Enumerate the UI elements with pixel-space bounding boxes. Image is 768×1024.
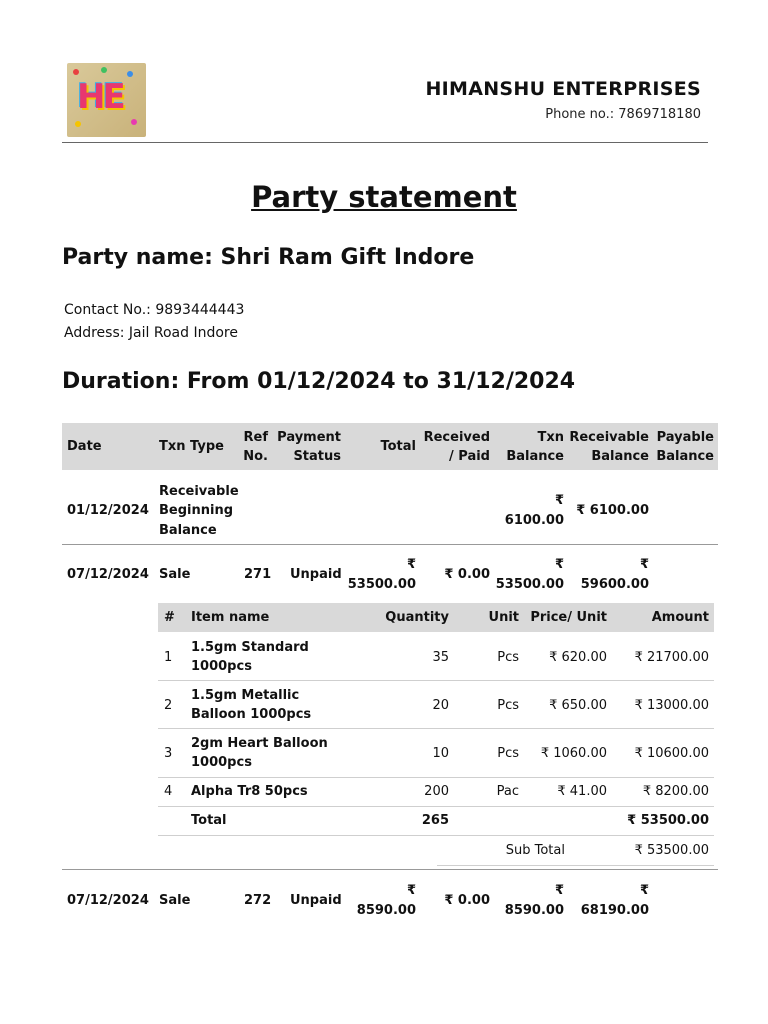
item-name: 1.5gm Standard bbox=[191, 640, 309, 655]
col-payable-balance-2: Balance bbox=[656, 449, 714, 464]
item-unit: Pac bbox=[496, 784, 519, 799]
item-quantity: 20 bbox=[432, 698, 449, 713]
item-num: 2 bbox=[164, 698, 173, 713]
item-quantity: 10 bbox=[432, 746, 449, 761]
item-unit: Pcs bbox=[497, 650, 519, 665]
items-col-price: Price/ Unit bbox=[530, 610, 607, 625]
item-price: ₹ 650.00 bbox=[549, 698, 607, 713]
col-date: Date bbox=[67, 439, 102, 454]
item-unit: Pcs bbox=[497, 746, 519, 761]
row-received: ₹ 0.00 bbox=[444, 567, 490, 582]
row-receivable-balance: 59600.00 bbox=[580, 577, 649, 592]
row-total-currency: ₹ bbox=[406, 557, 416, 572]
party-name: Party name: Shri Ram Gift Indore bbox=[62, 245, 475, 270]
row-status: Unpaid bbox=[290, 567, 342, 582]
item-name: Alpha Tr8 50pcs bbox=[191, 784, 308, 799]
company-logo bbox=[67, 63, 146, 137]
items-total-label: Total bbox=[191, 813, 227, 828]
col-payment-status-2: Status bbox=[293, 449, 341, 464]
row-date: 07/12/2024 bbox=[67, 567, 149, 582]
item-name: 2gm Heart Balloon bbox=[191, 736, 328, 751]
col-received-2: / Paid bbox=[449, 449, 490, 464]
item-num: 3 bbox=[164, 746, 173, 761]
col-txn-balance-2: Balance bbox=[506, 449, 564, 464]
col-ref: Ref bbox=[243, 430, 268, 445]
item-price: ₹ 620.00 bbox=[549, 650, 607, 665]
company-phone: Phone no.: 7869718180 bbox=[545, 107, 701, 122]
row-ref: 271 bbox=[244, 567, 272, 582]
page-title: Party statement bbox=[251, 180, 517, 214]
logo-lettering: HE bbox=[77, 77, 123, 117]
party-contact: Contact No.: 9893444443 bbox=[64, 302, 245, 318]
row-total: 8590.00 bbox=[356, 903, 416, 918]
item-divider bbox=[158, 777, 714, 778]
row-receivable-balance-currency: ₹ bbox=[639, 557, 649, 572]
items-col-amount: Amount bbox=[651, 610, 709, 625]
item-price: ₹ 1060.00 bbox=[540, 746, 607, 761]
item-divider bbox=[158, 728, 714, 729]
row-txn-balance: 8590.00 bbox=[504, 903, 564, 918]
company-name: HIMANSHU ENTERPRISES bbox=[425, 78, 701, 100]
col-txn-type: Txn Type bbox=[159, 439, 224, 454]
item-name: 1.5gm Metallic bbox=[191, 688, 300, 703]
row-txn-balance: 6100.00 bbox=[504, 513, 564, 528]
party-address: Address: Jail Road Indore bbox=[64, 325, 238, 341]
row-total: 53500.00 bbox=[347, 577, 416, 592]
row-date: 07/12/2024 bbox=[67, 893, 149, 908]
items-col-num: # bbox=[164, 610, 175, 625]
col-total: Total bbox=[380, 439, 416, 454]
row-receivable-balance-currency: ₹ bbox=[639, 883, 649, 898]
items-col-quantity: Quantity bbox=[385, 610, 449, 625]
col-receivable-balance-2: Balance bbox=[591, 449, 649, 464]
items-col-name: Item name bbox=[191, 610, 270, 625]
col-payment-status: Payment bbox=[277, 430, 341, 445]
row-status: Unpaid bbox=[290, 893, 342, 908]
item-quantity: 35 bbox=[432, 650, 449, 665]
row-txn-balance: 53500.00 bbox=[495, 577, 564, 592]
row-type-line3: Balance bbox=[159, 523, 217, 538]
col-receivable-balance: Receivable bbox=[569, 430, 649, 445]
item-name-line2: 1000pcs bbox=[191, 755, 252, 770]
row-txn-balance-currency: ₹ bbox=[554, 557, 564, 572]
row-ref: 272 bbox=[244, 893, 272, 908]
item-price: ₹ 41.00 bbox=[557, 784, 607, 799]
row-divider bbox=[62, 544, 718, 545]
row-receivable-balance: 68190.00 bbox=[580, 903, 649, 918]
row-date: 01/12/2024 bbox=[67, 503, 149, 518]
row-received: ₹ 0.00 bbox=[444, 893, 490, 908]
item-quantity: 200 bbox=[424, 784, 449, 799]
items-col-unit: Unit bbox=[488, 610, 519, 625]
col-txn-balance: Txn bbox=[537, 430, 564, 445]
col-payable-balance: Payable bbox=[656, 430, 714, 445]
item-amount: ₹ 21700.00 bbox=[634, 650, 709, 665]
row-txn-balance-currency: ₹ bbox=[554, 493, 564, 508]
items-table-header bbox=[158, 603, 714, 632]
item-amount: ₹ 8200.00 bbox=[642, 784, 709, 799]
subtotal-amount: ₹ 53500.00 bbox=[634, 843, 709, 858]
subtotal-divider bbox=[437, 865, 714, 866]
row-type-line2: Beginning bbox=[159, 503, 234, 518]
item-name-line2: 1000pcs bbox=[191, 659, 252, 674]
subtotal-label: Sub Total bbox=[505, 843, 565, 858]
items-total-amount: ₹ 53500.00 bbox=[627, 813, 709, 828]
items-total-quantity: 265 bbox=[421, 813, 449, 828]
item-num: 4 bbox=[164, 784, 173, 799]
row-type: Sale bbox=[159, 893, 191, 908]
col-received: Received bbox=[423, 430, 490, 445]
row-txn-balance-currency: ₹ bbox=[554, 883, 564, 898]
header-divider bbox=[62, 142, 708, 143]
row-divider bbox=[62, 869, 718, 870]
col-ref-2: No. bbox=[243, 449, 268, 464]
statement-duration: Duration: From 01/12/2024 to 31/12/2024 bbox=[62, 369, 576, 394]
row-type-line1: Receivable bbox=[159, 484, 239, 499]
item-num: 1 bbox=[164, 650, 173, 665]
item-unit: Pcs bbox=[497, 698, 519, 713]
row-total-currency: ₹ bbox=[406, 883, 416, 898]
item-amount: ₹ 10600.00 bbox=[634, 746, 709, 761]
row-receivable-balance: ₹ 6100.00 bbox=[576, 503, 649, 518]
item-divider bbox=[158, 806, 714, 807]
row-type: Sale bbox=[159, 567, 191, 582]
item-amount: ₹ 13000.00 bbox=[634, 698, 709, 713]
item-divider bbox=[158, 680, 714, 681]
item-name-line2: Balloon 1000pcs bbox=[191, 707, 312, 722]
statement-table-header bbox=[62, 423, 718, 470]
item-divider bbox=[158, 835, 714, 836]
